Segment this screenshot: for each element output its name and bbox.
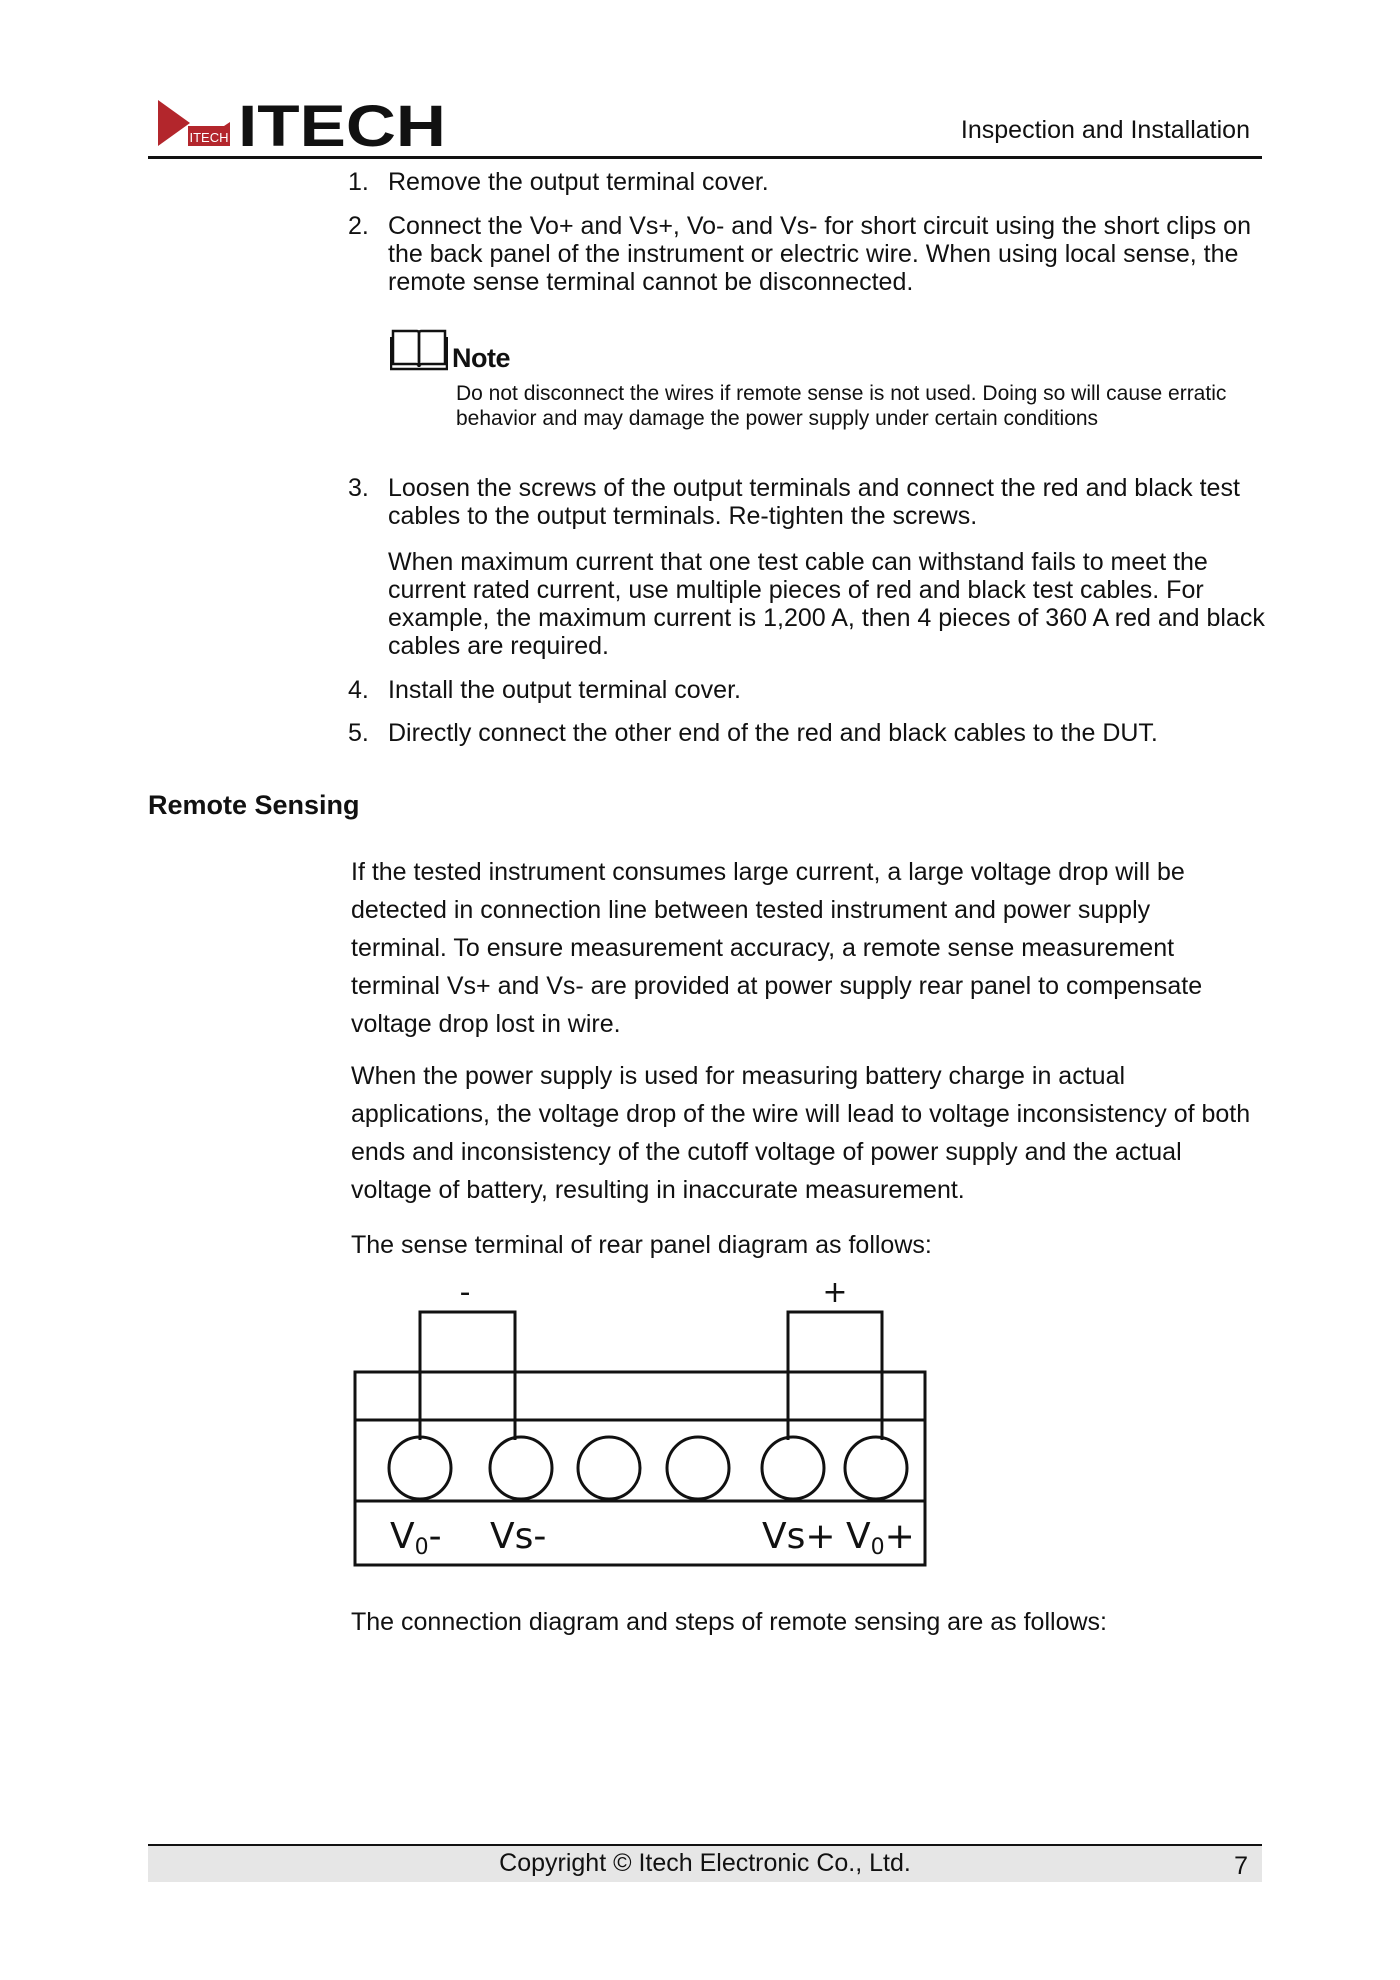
- page-footer: [148, 1844, 1262, 1882]
- footer-copyright: Copyright © Itech Electronic Co., Ltd.: [499, 1849, 911, 1877]
- terminal-vo-plus: [845, 1437, 907, 1499]
- plus-label: +: [822, 1275, 848, 1310]
- page-header: [148, 88, 1262, 159]
- paragraph: The sense terminal of rear panel diagram as follows:: [351, 1231, 932, 1259]
- itech-logo: [158, 96, 448, 152]
- section-heading: Remote Sensing: [148, 790, 360, 820]
- step-text: Directly connect the other end of the red and black cables to the DUT.: [388, 719, 1158, 747]
- terminal-vs-plus: [762, 1437, 824, 1499]
- page-number: 7: [1234, 1852, 1248, 1880]
- header-section-title: Inspection and Installation: [960, 116, 1250, 144]
- terminal-blank-1: [578, 1437, 640, 1499]
- note-title: Note: [452, 343, 510, 373]
- step-number: 5.: [348, 719, 369, 747]
- book-icon: [390, 327, 448, 373]
- step-text: Loosen the screws of the output terminals and connect the red and black test cables to the output terminals. Re-tighten the screws.: [388, 474, 1240, 530]
- step-number: 2.: [348, 212, 369, 240]
- terminal-blank-2: [667, 1437, 729, 1499]
- step-text: Install the output terminal cover.: [388, 676, 741, 704]
- step-number: 1.: [348, 168, 369, 196]
- terminal-vo-minus: [389, 1437, 451, 1499]
- label-vo-plus: V0+: [846, 1516, 915, 1560]
- step-number: 3.: [348, 474, 369, 502]
- step-extra-text: When maximum current that one test cable can withstand fails to meet the current rated current, use multiple pieces of red and black test cables. For example, the maximum current is 1,200 A, then 4 pieces of 360 A red and black cables are required.: [388, 548, 1265, 660]
- label-vo-minus: V0-: [390, 1516, 442, 1560]
- sense-terminal-diagram: [350, 1272, 930, 1572]
- logo-wordmark: ITECH: [238, 96, 446, 152]
- step-text: Connect the Vo+ and Vs+, Vo- and Vs- for short circuit using the short clips on the back panel of the instrument or electric wire. When using local sense, the remote sense terminal cannot be disconnected.: [388, 212, 1251, 296]
- logo-small-text: ITECH: [189, 130, 229, 145]
- terminal-vs-minus: [490, 1437, 552, 1499]
- paragraph: When the power supply is used for measuring battery charge in actual applications, the voltage drop of the wire will lead to voltage inconsistency of both ends and inconsistency of the cutoff voltage of power supply and the actual voltage of battery, resulting in inaccurate measurement.: [351, 1062, 1251, 1204]
- paragraph: The connection diagram and steps of remote sensing are as follows:: [351, 1608, 1107, 1636]
- step-text: Remove the output terminal cover.: [388, 168, 769, 196]
- label-vs-plus: Vs+: [762, 1516, 836, 1557]
- minus-label: -: [459, 1275, 471, 1310]
- label-vs-minus: Vs-: [490, 1516, 547, 1557]
- note-text: Do not disconnect the wires if remote sense is not used. Doing so will cause erratic behavior and may damage the power supply under certain conditions: [456, 382, 1227, 430]
- step-number: 4.: [348, 676, 369, 704]
- paragraph: If the tested instrument consumes large current, a large voltage drop will be detected in connection line between tested instrument and power supply terminal. To ensure measurement accuracy, a remote sense measurement terminal Vs+ and Vs- are provided at power supply rear panel to compensate voltage drop lost in wire.: [351, 858, 1203, 1038]
